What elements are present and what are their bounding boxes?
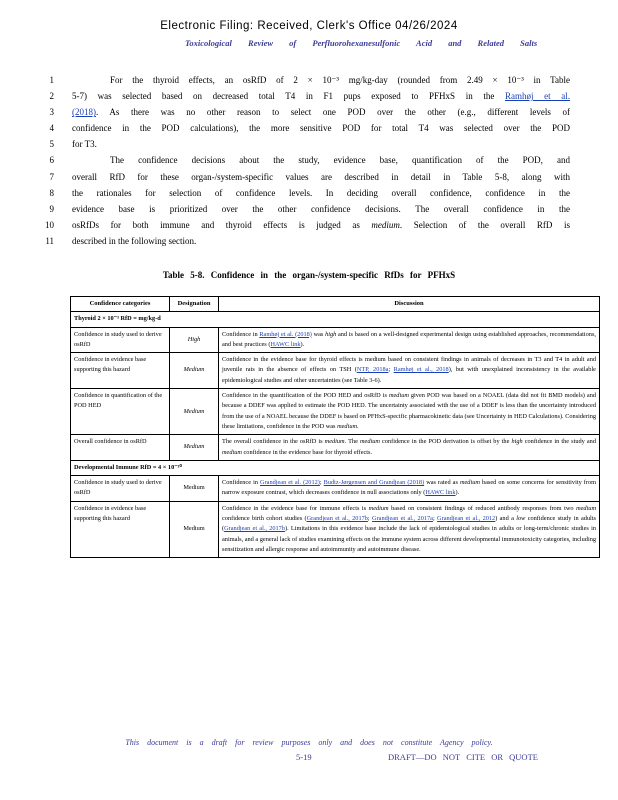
- text-fragment: . As there was no other reason to select one POD over the other (e.g., different levels of: [96, 107, 570, 118]
- emphasis-text: medium: [360, 438, 380, 446]
- line-number: 1: [49, 75, 54, 85]
- line-text: For the thyroid effects, an osRfD of 2 × 10⁻³ mg/kg-day (rounded from 2.49 × 10⁻³ in Table: [110, 75, 570, 85]
- text-fragment: confidence study in adults (: [222, 515, 596, 533]
- discussion: [219, 501, 600, 557]
- table-row: [71, 435, 600, 461]
- paragraph-line: [40, 169, 580, 185]
- text-fragment: was: [311, 330, 326, 338]
- emphasis-text: medium: [459, 479, 480, 487]
- line-number: 2: [49, 91, 54, 102]
- table-header-row: [71, 297, 600, 312]
- citation-link[interactable]: Grandjean et al., 2017b: [306, 515, 368, 523]
- table-row: [71, 327, 600, 353]
- emphasis-text: high: [511, 438, 523, 446]
- footer-disclaimer: This document is a draft for review purposes only and does not constitute Agency policy.: [125, 738, 493, 747]
- paragraph-line: [40, 136, 580, 152]
- line-text: [72, 104, 570, 120]
- table-row: [71, 501, 600, 557]
- text-fragment: osRfDs for both immune and thyroid effects is judged as: [72, 219, 372, 230]
- text-fragment: based on some concerns for sensitivity from narrow exposure contrast, which decreases confidence in null associations only (: [222, 479, 597, 497]
- confidence-category: Confidence in study used to derive osRfD: [71, 327, 170, 353]
- section-title: Thyroid 2 × 10⁻³ RfD = mg/kg-d: [71, 312, 600, 327]
- table-title: Table 5-8. Confidence in the organ-/system-specific RfDs for PFHxS: [162, 270, 456, 280]
- table-row: [71, 389, 600, 435]
- line-number: 4: [49, 123, 54, 134]
- designation: Medium: [170, 476, 219, 502]
- text-fragment: confidence birth cohort studies (: [222, 515, 307, 523]
- citation-link[interactable]: Grandjean et al. (2012): [260, 479, 320, 487]
- designation: High: [170, 327, 219, 353]
- text-fragment: . The: [344, 438, 360, 446]
- citation-link[interactable]: Ramhøj et al., 2018: [393, 366, 449, 374]
- line-text: evidence base is prioritized over the other confidence decisions. The overall confidence in the: [72, 203, 570, 214]
- section-title: Developmental Immune RfD = 4 × 10⁻¹⁰: [71, 460, 600, 475]
- body-paragraphs: [40, 72, 580, 249]
- text-fragment: ).: [455, 489, 460, 497]
- text-fragment: confidence in the evidence base for thyroid effects.: [241, 448, 373, 456]
- confidence-category: Confidence in quantification of the POD HED: [71, 389, 170, 435]
- paragraph-line: [40, 88, 580, 104]
- text-fragment: and is based on a well-designed experimental design using established approaches, recommendations, and best practices (: [222, 330, 596, 348]
- citation-link[interactable]: HAWC link: [270, 340, 301, 348]
- emphasis-text: high: [325, 330, 337, 338]
- designation: Medium: [170, 435, 219, 461]
- header-categories: Confidence categories: [71, 297, 170, 312]
- designation: Medium: [170, 389, 219, 435]
- header-discussion: Discussion: [219, 297, 600, 312]
- emphasis-text: medium: [337, 422, 358, 430]
- table-row: [71, 353, 600, 389]
- text-fragment: given POD was based on a NOAEL (data did not fit BMD models) and because a DDEF was applied to estimate the POD HED. The uncertainty associated with the use of a DDEF is less than the uncertainty introduced from the use of a NOAEL because the DDEF is based on PFHxS-specific pharmacokinetic data (see Uncertainty in HED Calculations). Considering these limitations, confidence in the POD was: [222, 392, 596, 430]
- text-fragment: was rated as: [424, 479, 460, 487]
- text-fragment: ;: [432, 515, 438, 523]
- text-fragment: ;: [319, 479, 324, 487]
- paragraph-line: [40, 120, 580, 136]
- discussion: [219, 327, 600, 353]
- paragraph-line: [40, 201, 580, 217]
- page-number: 5-19: [296, 752, 312, 762]
- citation-link[interactable]: Grandjean et al., 2017b: [224, 525, 285, 533]
- confidence-table: [70, 296, 600, 558]
- line-number: 9: [49, 203, 54, 214]
- line-number: 8: [49, 187, 54, 198]
- text-fragment: confidence in the study and: [522, 438, 596, 446]
- emphasis-text: medium: [371, 219, 400, 230]
- confidence-category: Confidence in evidence base supporting this hazard: [71, 353, 170, 389]
- text-fragment: ;: [388, 366, 394, 374]
- text-fragment: Confidence in the quantification of the POD HED and osRfD is: [222, 392, 389, 400]
- text-fragment: Confidence in: [222, 330, 260, 338]
- citation-link[interactable]: NTP, 2018a: [356, 366, 389, 374]
- line-text: the rationales for selection of confidence levels. In deciding overall confidence, confidence in the: [72, 187, 570, 198]
- confidence-category: Overall confidence in osRfD: [71, 435, 170, 461]
- paragraph-line: [40, 185, 580, 201]
- line-text: confidence in the POD calculations), the more sensitive POD for total T4 was selected over the POD: [72, 123, 570, 134]
- paragraph-line: [40, 233, 580, 249]
- discussion: [219, 476, 600, 502]
- running-header: Toxicological Review of Perfluorohexanesulfonic Acid and Related Salts: [185, 38, 538, 48]
- text-fragment: . Selection of the overall RfD is: [399, 219, 570, 230]
- section-row: [71, 460, 600, 475]
- text-fragment: Confidence in the evidence base for thyroid effects is medium based on consistent findings in animals of decreases in T3 and T4 in adult and juvenile rats in the absence of effects on TSH (: [222, 356, 596, 374]
- text-fragment: ), but with unexplained inconsistency in the available epidemiological studies and other uncertainties (see Table 3-6).: [222, 366, 596, 384]
- discussion: [219, 389, 600, 435]
- citation-link[interactable]: Grandjean et al., 2012: [437, 515, 496, 523]
- citation-link[interactable]: HAWC link: [425, 489, 456, 497]
- discussion: [219, 435, 600, 461]
- line-text: [72, 217, 570, 233]
- text-fragment: Confidence in the evidence base for immune effects is: [222, 504, 369, 512]
- confidence-category: Confidence in evidence base supporting this hazard: [71, 501, 170, 557]
- citation-link[interactable]: Grandjean et al., 2017a: [372, 515, 433, 523]
- citation-link[interactable]: Ramhøj et al. (2018): [259, 330, 312, 338]
- emphasis-text: medium: [368, 504, 389, 512]
- text-fragment: .: [357, 422, 359, 430]
- emphasis-text: medium: [324, 438, 345, 446]
- citation-link[interactable]: (2018): [72, 107, 96, 118]
- confidence-category: Confidence in study used to derive osRfD: [71, 476, 170, 502]
- line-number: 7: [49, 171, 54, 182]
- text-fragment: ) and a: [495, 515, 517, 523]
- text-fragment: Confidence in: [222, 479, 261, 487]
- line-number: 5: [49, 139, 54, 150]
- citation-link[interactable]: Budtz-Jørgensen and Grandjean (2018): [323, 479, 425, 487]
- text-fragment: ;: [367, 515, 373, 523]
- emphasis-text: medium: [222, 448, 242, 456]
- paragraph-line: [40, 152, 580, 168]
- designation: Medium: [170, 353, 219, 389]
- designation: Medium: [170, 501, 219, 557]
- citation-link[interactable]: Ramhøj et al.: [504, 91, 570, 102]
- draft-label: DRAFT—DO NOT CITE OR QUOTE: [388, 752, 538, 762]
- text-fragment: ). Limitations in this evidence base include the lack of epidemiological studies in adults or long-term/chronic studies in animals, and a general lack of studies examining effects on the immune system across different developmental immunotoxicity categories, including sensitization and allergic response and autoimmunity and autoimmune disease.: [222, 525, 596, 553]
- text-fragment: confidence in the POD derivation is offset by the: [379, 438, 512, 446]
- text-fragment: based on consistent findings of reduced antibody responses from two: [388, 504, 577, 512]
- line-number: 11: [45, 235, 54, 246]
- line-text: overall RfD for these organ-/system-specific values are described in detail in Table 5-8, along with: [72, 171, 570, 182]
- emphasis-text: low: [516, 515, 526, 523]
- discussion: [219, 353, 600, 389]
- paragraph-line: [40, 217, 580, 233]
- text-fragment: ).: [300, 340, 305, 348]
- header-designation: Designation: [170, 297, 219, 312]
- line-text: [72, 88, 570, 104]
- emphasis-text: medium: [576, 504, 596, 512]
- line-text: for T3.: [72, 139, 97, 150]
- paragraph-line: [40, 72, 580, 88]
- text-fragment: 5-7) was selected based on decreased total T4 in F1 pups exposed to PFHxS in the: [72, 91, 505, 102]
- emphasis-text: medium: [388, 392, 409, 400]
- line-number: 3: [49, 107, 54, 118]
- text-fragment: The overall confidence in the osRfD is: [222, 438, 325, 446]
- table-row: [71, 476, 600, 502]
- line-number: 10: [45, 219, 54, 230]
- line-text: The confidence decisions about the study, evidence base, quantification of the POD, and: [110, 155, 570, 166]
- line-number: 6: [49, 155, 54, 166]
- paragraph-line: [40, 104, 580, 120]
- section-row: [71, 312, 600, 327]
- filing-stamp: Electronic Filing: Received, Clerk's Office 04/26/2024: [160, 20, 458, 32]
- line-text: described in the following section.: [72, 235, 197, 246]
